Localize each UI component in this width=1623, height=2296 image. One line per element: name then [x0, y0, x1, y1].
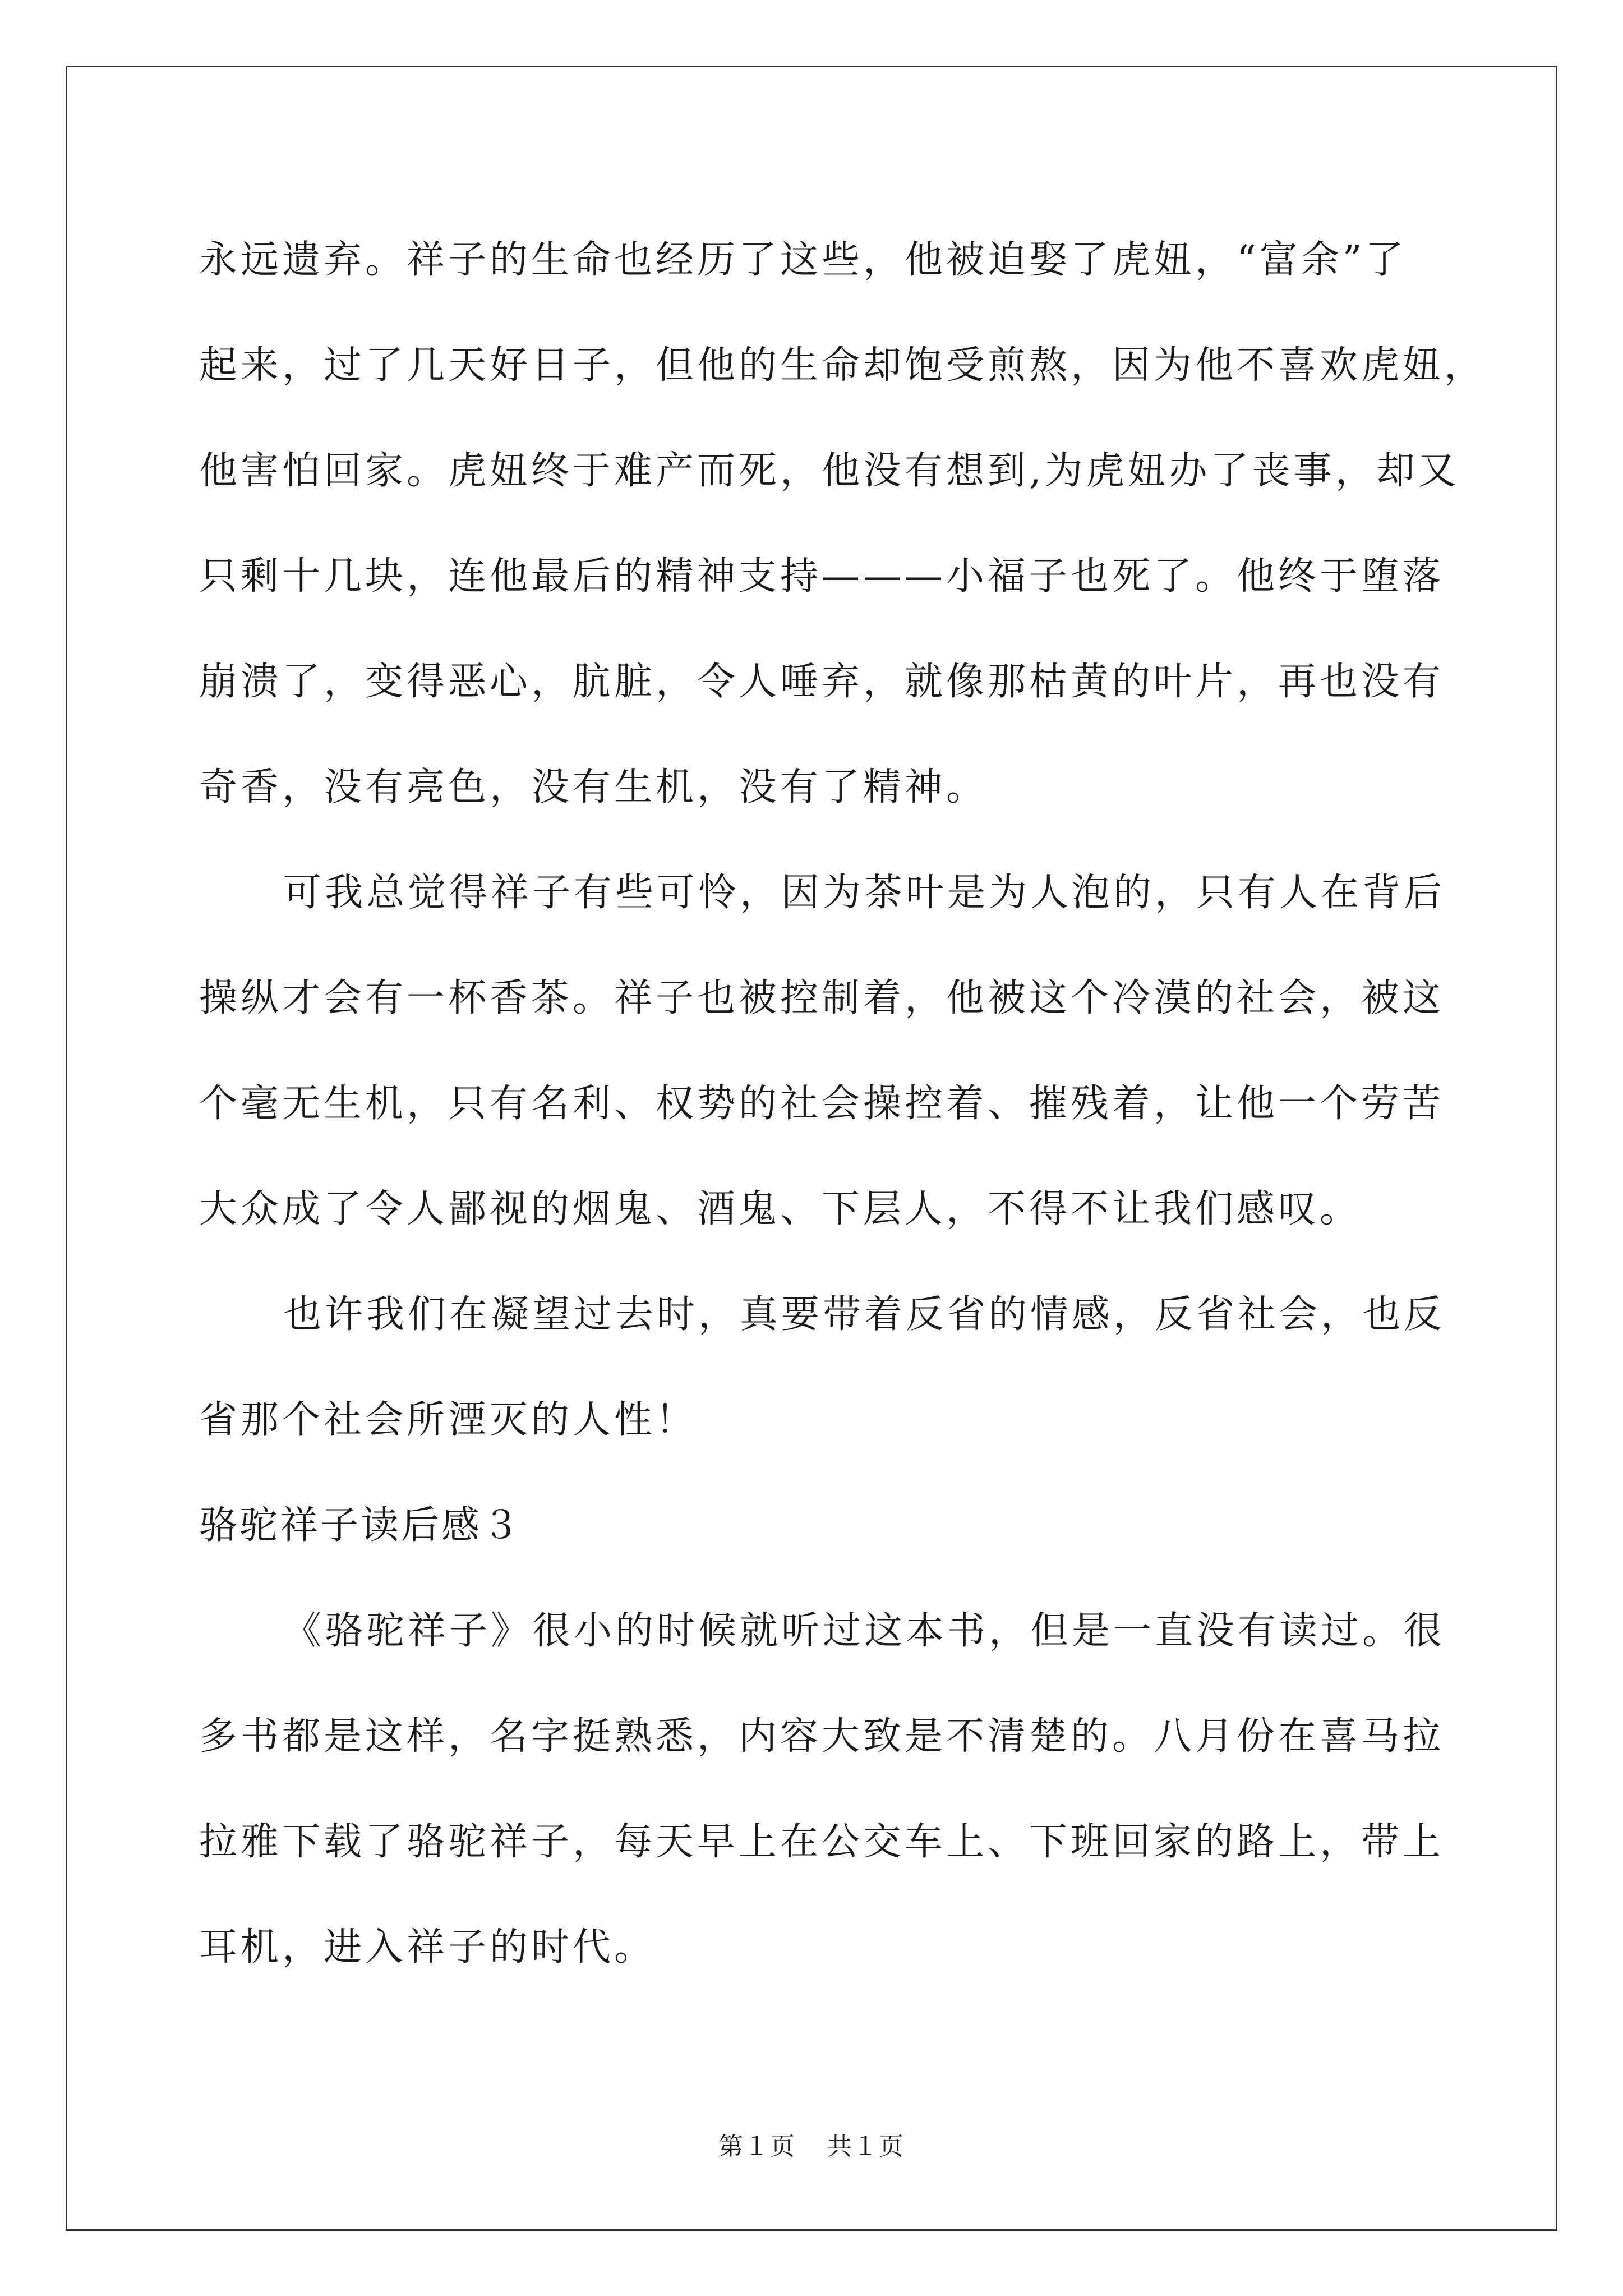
- page-number: 第１页: [718, 2132, 796, 2161]
- paragraph-first-line: 也许我们在凝望过去时，真要带着反省的情感，反省社会，也反: [283, 1292, 1446, 1337]
- text-line: 奇香，没有亮色，没有生机，没有了精神。: [199, 765, 988, 809]
- text-line: 起来，过了几天好日子，但他的生命却饱受煎熬，因为他不喜欢虎妞，: [199, 343, 1486, 388]
- text-line: 他害怕回家。虎妞终于难产而死，他没有想到,为虎妞办了丧事，却又: [199, 449, 1460, 493]
- paragraph-first-line: 《骆驼祥子》很小的时候就听过这本书，但是一直没有读过。很: [283, 1609, 1446, 1653]
- document-body: [199, 208, 1486, 2000]
- page-footer: [0, 2126, 1623, 2162]
- text-line: 只剩十几块，连他最后的精神支持———小福子也死了。他终于堕落: [199, 554, 1445, 599]
- text-line: 拉雅下载了骆驼祥子，每天早上在公交车上、下班回家的路上，带上: [199, 1820, 1445, 1864]
- text-line: 大众成了令人鄙视的烟鬼、酒鬼、下层人，不得不让我们感叹。: [199, 1187, 1362, 1231]
- text-line: 耳机，进入祥子的时代。: [199, 1925, 656, 1970]
- text-line: 崩溃了，变得恶心，肮脏，令人唾弃，就像那枯黄的叶片，再也没有: [199, 660, 1445, 704]
- section-heading: 骆驼祥子读后感３: [199, 1503, 523, 1548]
- page-count: 共１页: [827, 2132, 905, 2161]
- text-line: 多书都是这样，名字挺熟悉，内容大致是不清楚的。八月份在喜马拉: [199, 1714, 1445, 1759]
- text-line: 永远遗弃。祥子的生命也经历了这些，他被迫娶了虎妞，“富余”了: [199, 238, 1407, 282]
- paragraph-first-line: 可我总觉得祥子有些可怜，因为茶叶是为人泡的，只有人在背后: [283, 871, 1446, 915]
- text-line: 操纵才会有一杯香茶。祥子也被控制着，他被这个冷漠的社会，被这: [199, 976, 1445, 1020]
- text-line: 省那个社会所湮灭的人性！: [199, 1398, 698, 1442]
- text-line: 个毫无生机，只有名利、权势的社会操控着、摧残着，让他一个劳苦: [199, 1082, 1445, 1126]
